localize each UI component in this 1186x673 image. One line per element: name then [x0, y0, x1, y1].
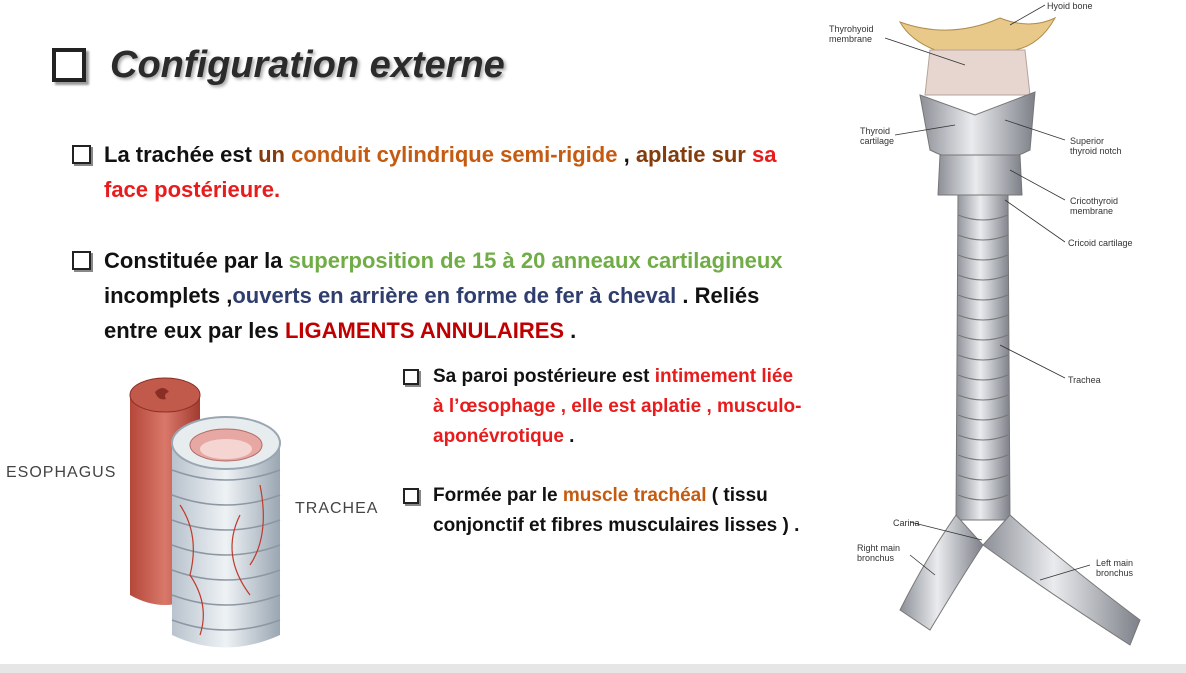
hyoid-bone-shape [900, 18, 1055, 50]
esophagus-trachea-illustration [120, 365, 320, 655]
checkbox-bullet-icon [403, 488, 419, 504]
label-cricothyroid-membrane: Cricothyroid membrane [1070, 196, 1119, 216]
label-hyoid-bone: Hyoid bone [1047, 1, 1093, 11]
bullet-tracheal-muscle: Formée par le muscle trachéal ( tissu conjonctif et fibres musculaires lisses ) . [433, 481, 873, 541]
label-cricoid-cartilage: Cricoid cartilage [1068, 238, 1133, 248]
right-bronchus-shape [900, 515, 983, 630]
label-trachea-diagram: Trachea [1068, 375, 1101, 385]
label-thyrohyoid-membrane: Thyrohyoid membrane [829, 24, 874, 44]
cricoid-cartilage-shape [938, 155, 1022, 195]
bullet-posterior-wall: Sa paroi postérieure est intimement liée à l’œsophage , elle est aplatie , musculo- aponévrotique . [433, 362, 873, 452]
checkbox-bullet-icon [72, 251, 91, 270]
thyroid-cartilage-shape [920, 92, 1035, 163]
checkbox-bullet-icon [52, 48, 86, 82]
label-right-main-bronchus: Right main bronchus [857, 543, 901, 563]
label-left-main-bronchus: Left main bronchus [1096, 558, 1134, 578]
label-thyroid-cartilage: Thyroid cartilage [860, 126, 895, 146]
trachea-lumen-inner [200, 439, 252, 459]
trachea-shape [172, 443, 280, 648]
bullet-trachea-definition: La trachée est un conduit cylindrique semi-rigide , aplatie sur sa face postérieure. [104, 137, 904, 207]
slide-title [52, 40, 505, 90]
title-text: Configuration externe [110, 43, 505, 86]
larynx-trachea-anatomy-diagram [840, 0, 1185, 665]
left-bronchus-shape [983, 515, 1140, 645]
label-esophagus: ESOPHAGUS [6, 464, 117, 481]
label-trachea: TRACHEA [295, 500, 379, 517]
bullet-cartilage-rings: Constituée par la superposition de 15 à 20 anneaux cartilagineux incomplets ,ouverts en arrière en forme de fer à cheval . Reliés entre eux par les LIGAMENTS ANNULAIRES . [104, 243, 914, 348]
checkbox-bullet-icon [72, 145, 91, 164]
bottom-bar [0, 664, 1186, 673]
checkbox-bullet-icon [403, 369, 419, 385]
label-carina: Carina [893, 518, 920, 528]
label-superior-thyroid-notch: Superior thyroid notch [1070, 136, 1122, 156]
